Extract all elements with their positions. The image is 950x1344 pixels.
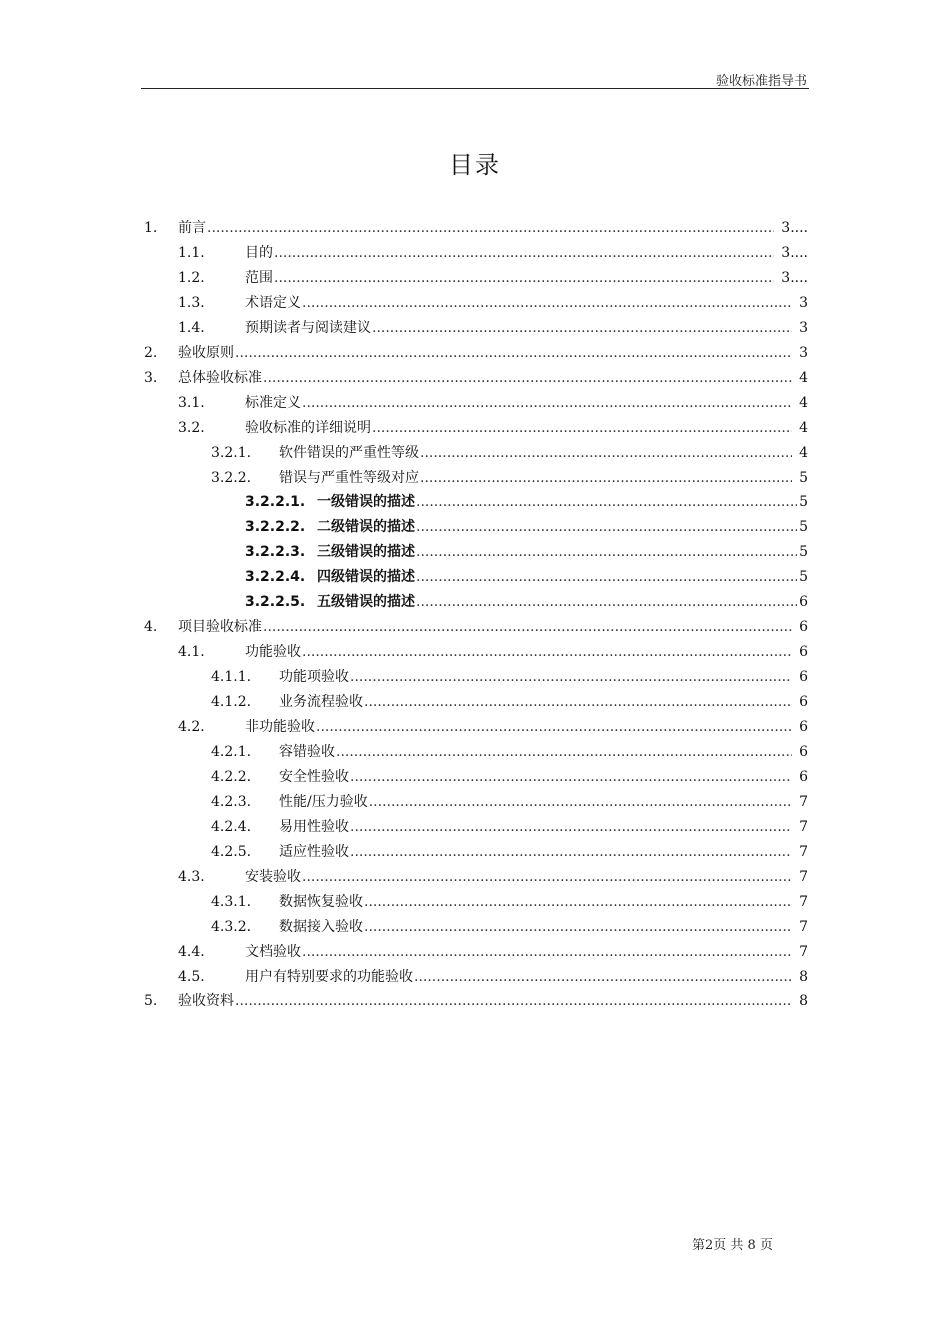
- toc-leader-dots: [302, 641, 792, 663]
- toc-entry-title: 数据恢复验收: [279, 893, 363, 910]
- toc-leader-dots: [364, 691, 792, 713]
- toc-entry-title: 项目验收标准: [178, 619, 262, 636]
- toc-entry-number: 3.2.2.1.: [245, 494, 306, 511]
- toc-entry-title: 性能/压力验收: [279, 793, 368, 810]
- toc-entry[interactable]: [211, 916, 808, 938]
- toc-leader-dots: [364, 891, 792, 913]
- toc-entry-page: 6: [799, 669, 808, 686]
- toc-leader-dots: [274, 267, 774, 289]
- toc-entry-title: 功能验收: [245, 644, 301, 661]
- toc-entry-number: 3.2.2.3.: [245, 544, 306, 561]
- toc-entry-page: 4: [799, 369, 808, 386]
- toc-leader-dots: [372, 317, 792, 339]
- toc-entry-number: 4.5.: [178, 968, 205, 985]
- toc-leader-dots: [416, 541, 797, 563]
- toc-entry-title: 二级错误的描述: [317, 519, 415, 536]
- toc-entry-page: 6: [799, 594, 808, 611]
- toc-entry-page: 6: [799, 644, 808, 661]
- toc-entry[interactable]: [211, 841, 808, 863]
- toc-entry-page: 7: [799, 818, 808, 835]
- toc-leader-dots: [336, 741, 792, 763]
- toc-leader-dots: [235, 990, 792, 1012]
- toc-entry-number: 4.4.: [178, 943, 205, 960]
- toc-entry-page: 6: [799, 743, 808, 760]
- toc-entry-page: 3: [799, 319, 808, 336]
- toc-entry-title: 总体验收标准: [178, 369, 262, 386]
- toc-entry[interactable]: [211, 791, 808, 813]
- toc-entry-title: 预期读者与阅读建议: [245, 319, 371, 336]
- toc-entry-title: 一级错误的描述: [317, 494, 415, 511]
- toc-entry-number: 4.2.5.: [211, 843, 252, 860]
- toc-entry-page: 8: [799, 968, 808, 985]
- toc-entry-number: 3.2.: [178, 419, 205, 436]
- toc-leader-dots: [302, 292, 792, 314]
- toc-entry-page: 3 ....: [781, 242, 808, 264]
- toc-entry-page: 4: [799, 394, 808, 411]
- toc-entry-page: 6: [799, 619, 808, 636]
- toc-leader-dots: [416, 566, 797, 588]
- toc-leader-dots: [263, 616, 792, 638]
- toc-entry-number: 3.2.2.5.: [245, 594, 306, 611]
- toc-entry-page: 5: [799, 469, 808, 486]
- toc-entry[interactable]: [178, 966, 808, 988]
- toc-entry[interactable]: [245, 516, 808, 538]
- toc-entry-page: 7: [799, 893, 808, 910]
- header-title: 验收标准指导书: [715, 74, 807, 89]
- toc-entry[interactable]: [211, 442, 808, 464]
- toc-entry-number: 4.3.1.: [211, 893, 252, 910]
- toc-entry-title: 易用性验收: [279, 818, 349, 835]
- toc-leader-dots: [302, 392, 792, 414]
- toc-leader-dots: [364, 916, 792, 938]
- toc-entry[interactable]: [178, 866, 808, 888]
- toc-leader-dots: [263, 367, 792, 389]
- page-title: 目录: [449, 151, 501, 179]
- toc-entry[interactable]: [178, 417, 808, 439]
- toc-entry-number: 3.2.1.: [211, 444, 252, 461]
- toc-entry-page: 5: [799, 519, 808, 536]
- toc-entry[interactable]: [178, 392, 808, 414]
- toc-leader-dots: [372, 417, 792, 439]
- toc-entry-page: 5: [799, 569, 808, 586]
- toc-entry[interactable]: [178, 242, 808, 264]
- toc-entry-title: 前言: [178, 220, 206, 236]
- toc-entry-number: 4.2.: [178, 719, 205, 735]
- toc-entry-title: 范围: [245, 269, 273, 286]
- toc-entry-title: 术语定义: [245, 294, 301, 311]
- toc-entry-page: 6: [799, 768, 808, 785]
- toc-entry-page: 3 ....: [781, 267, 808, 289]
- toc-entry[interactable]: [178, 716, 808, 738]
- toc-entry-number: 4.3.: [178, 868, 205, 885]
- toc-entry-title: 数据接入验收: [279, 918, 363, 935]
- toc-leader-dots: [302, 941, 792, 963]
- toc-entry-page: 7: [799, 793, 808, 810]
- toc-entry-title: 验收资料: [178, 993, 234, 1010]
- toc-entry-title: 文档验收: [245, 943, 301, 960]
- toc-entry-page: 6: [799, 694, 808, 711]
- toc-entry-title: 五级错误的描述: [317, 594, 415, 611]
- toc-leader-dots: [420, 442, 792, 464]
- toc-entry-title: 验收原则: [178, 344, 234, 361]
- toc-entry-number: 3.2.2.4.: [245, 569, 306, 586]
- toc-entry-number: 2.: [144, 344, 158, 361]
- toc-entry[interactable]: [245, 541, 808, 563]
- toc-entry-page: 3: [799, 294, 808, 311]
- toc-entry-page: 7: [799, 868, 808, 885]
- toc-leader-dots: [316, 716, 792, 738]
- toc-entry-number: 3.2.2.2.: [245, 519, 306, 536]
- toc-entry-number: 4.3.2.: [211, 918, 252, 935]
- page-footer: 第2页 共 8 页: [692, 1238, 773, 1253]
- toc-leader-dots: [350, 766, 792, 788]
- toc-entry-number: 1.2.: [178, 269, 205, 286]
- toc-entry-title: 业务流程验收: [279, 694, 363, 711]
- toc-entry[interactable]: [144, 990, 808, 1012]
- toc-entry-title: 安装验收: [245, 868, 301, 885]
- toc-entry-number: 4.1.: [178, 644, 205, 661]
- toc-entry[interactable]: [211, 666, 808, 688]
- toc-entry-page: 8: [799, 993, 808, 1010]
- toc-entry-number: 4.2.3.: [211, 793, 252, 810]
- toc-entry-page: 7: [799, 843, 808, 860]
- toc-entry-title: 四级错误的描述: [317, 569, 415, 586]
- toc-entry[interactable]: [178, 317, 808, 339]
- toc-entry-page: 3: [799, 344, 808, 361]
- toc-leader-dots: [350, 666, 792, 688]
- toc-entry[interactable]: [178, 641, 808, 663]
- toc-entry[interactable]: [211, 891, 808, 913]
- toc-entry-page: 7: [799, 943, 808, 960]
- toc-entry[interactable]: [211, 741, 808, 763]
- toc-entry-title: 适应性验收: [279, 843, 349, 860]
- toc-entry-number: 4.1.2.: [211, 694, 252, 711]
- toc-entry-title: 安全性验收: [279, 768, 349, 785]
- toc-entry-number: 4.: [144, 619, 158, 636]
- toc-entry-title: 功能项验收: [279, 669, 349, 686]
- toc-entry[interactable]: [144, 616, 808, 638]
- toc-leader-dots: [414, 966, 792, 988]
- toc-entry-number: 4.2.2.: [211, 768, 252, 785]
- toc-entry[interactable]: [178, 941, 808, 963]
- toc-entry-number: 3.1.: [178, 394, 205, 411]
- toc-leader-dots: [274, 242, 774, 264]
- toc-entry-page: 4: [799, 444, 808, 461]
- toc-leader-dots: [235, 342, 792, 364]
- toc-entry-title: 容错验收: [279, 743, 335, 760]
- toc-leader-dots: [207, 217, 774, 239]
- toc-leader-dots: [369, 791, 792, 813]
- header-divider: [141, 88, 809, 89]
- toc-entry-page: 5: [799, 544, 808, 561]
- toc-entry[interactable]: [211, 691, 808, 713]
- toc-entry-title: 三级错误的描述: [317, 544, 415, 561]
- toc-leader-dots: [416, 491, 797, 513]
- toc-entry-number: 3.2.2.: [211, 469, 252, 486]
- toc-leader-dots: [350, 816, 792, 838]
- toc-entry-title: 标准定义: [245, 394, 301, 411]
- toc-entry[interactable]: [245, 566, 808, 588]
- toc-entry-title: 软件错误的严重性等级: [279, 444, 419, 461]
- toc-entry-number: 1.3.: [178, 294, 205, 311]
- toc-entry-title: 错误与严重性等级对应: [279, 469, 419, 486]
- toc-entry[interactable]: [144, 367, 808, 389]
- toc-entry-number: 1.1.: [178, 244, 205, 261]
- toc-entry-title: 非功能验收: [245, 719, 315, 735]
- toc-entry[interactable]: [211, 766, 808, 788]
- toc-entry-page: 7: [799, 918, 808, 935]
- toc-entry[interactable]: [245, 491, 808, 513]
- toc-entry-page: 6: [799, 719, 808, 735]
- toc-entry[interactable]: [144, 217, 808, 239]
- toc-leader-dots: [420, 467, 792, 489]
- toc-entry-title: 验收标准的详细说明: [245, 419, 371, 436]
- toc-entry-number: 4.2.4.: [211, 818, 252, 835]
- toc-entry[interactable]: [144, 342, 808, 364]
- toc-entry[interactable]: [245, 591, 808, 613]
- toc-entry-page: 5: [799, 494, 808, 511]
- toc-leader-dots: [416, 591, 797, 613]
- toc-entry-number: 1.4.: [178, 319, 205, 336]
- toc-leader-dots: [302, 866, 792, 888]
- toc-entry[interactable]: [211, 467, 808, 489]
- toc-entry-title: 目的: [245, 244, 273, 261]
- toc-entry[interactable]: [178, 267, 808, 289]
- toc-entry-number: 3.: [144, 369, 158, 386]
- toc-entry-number: 4.1.1.: [211, 669, 252, 686]
- toc-leader-dots: [350, 841, 792, 863]
- toc-entry[interactable]: [178, 292, 808, 314]
- toc-entry-page: 4: [799, 419, 808, 436]
- toc-entry-title: 用户有特别要求的功能验收: [245, 968, 413, 985]
- toc-entry-number: 5.: [144, 993, 158, 1010]
- toc-entry[interactable]: [211, 816, 808, 838]
- toc-entry-number: 1.: [144, 220, 158, 236]
- toc-leader-dots: [416, 516, 797, 538]
- toc-entry-page: 3 ....: [781, 217, 808, 239]
- toc-entry-number: 4.2.1.: [211, 743, 252, 760]
